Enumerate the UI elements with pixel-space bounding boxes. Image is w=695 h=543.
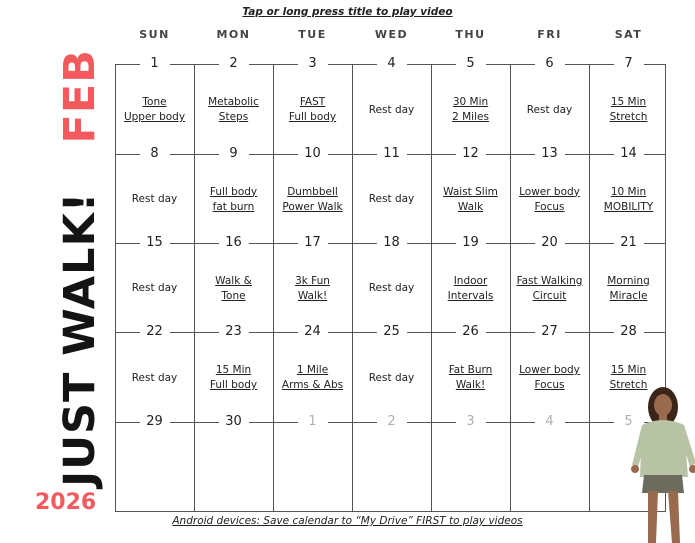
- workout-video-link[interactable]: 3k Fun Walk!: [295, 274, 330, 302]
- workout-video-link[interactable]: Waist Slim Walk: [443, 185, 498, 213]
- weekday-label-fri: FRI: [537, 28, 562, 41]
- workout-video-link[interactable]: Indoor Intervals: [447, 274, 494, 302]
- day-number: 5: [456, 57, 486, 71]
- day-number: 27: [535, 325, 565, 339]
- rest-day-label: Rest day: [368, 193, 415, 205]
- day-number: 26: [456, 325, 486, 339]
- weekday-label-thu: THU: [455, 28, 486, 41]
- day-number: 5: [614, 415, 644, 429]
- workout-video-link[interactable]: Lower body Focus: [519, 185, 580, 213]
- workout-video-link[interactable]: 30 Min 2 Miles: [452, 96, 489, 123]
- day-number: 6: [535, 57, 565, 71]
- title-just-walk: JUST WALK!: [55, 191, 105, 487]
- day-number: 17: [298, 236, 328, 250]
- day-number: 13: [535, 147, 565, 161]
- workout-video-link[interactable]: 1 Mile Arms & Abs: [281, 364, 344, 391]
- day-number: 30: [219, 415, 249, 429]
- weekday-label-sat: SAT: [614, 28, 643, 41]
- day-number: 1: [140, 57, 170, 71]
- rest-day-label: Rest day: [131, 282, 178, 294]
- day-number: 20: [535, 236, 565, 250]
- workout-video-link[interactable]: 10 Min MOBILITY: [603, 185, 654, 213]
- day-number: 1: [298, 415, 328, 429]
- workout-video-link[interactable]: 15 Min Stretch: [609, 96, 648, 123]
- workout-video-link[interactable]: FAST Full body: [288, 96, 337, 123]
- weekday-label-mon: MON: [216, 28, 251, 41]
- weekday-label-wed: WED: [374, 28, 409, 41]
- day-number: 3: [298, 57, 328, 71]
- workout-video-link[interactable]: 15 Min Stretch: [609, 364, 648, 391]
- title-month: FEB: [55, 49, 105, 144]
- bottom-instruction-note: Android devices: Save calendar to “My Drive” FIRST to play videos: [172, 515, 523, 527]
- workout-video-link[interactable]: Metabolic Steps: [208, 96, 259, 123]
- top-instruction-note: Tap or long press title to play video: [242, 6, 453, 18]
- day-number: 7: [614, 57, 644, 71]
- day-number: 21: [614, 236, 644, 250]
- day-number: 12: [456, 147, 486, 161]
- year-label: 2026: [35, 490, 97, 515]
- weekday-label-tue: TUE: [298, 28, 327, 41]
- workout-video-link[interactable]: Fast Walking Circuit: [516, 274, 583, 302]
- workout-video-link[interactable]: Walk & Tone: [215, 274, 252, 302]
- day-number: 10: [298, 147, 328, 161]
- day-number: 16: [219, 236, 249, 250]
- day-number: 9: [219, 147, 249, 161]
- day-number: 19: [456, 236, 486, 250]
- day-number: 11: [377, 147, 407, 161]
- rest-day-label: Rest day: [368, 103, 415, 116]
- day-number: 22: [140, 325, 170, 339]
- weekday-label-sun: SUN: [139, 28, 170, 41]
- workout-video-link[interactable]: Dumbbell Power Walk: [282, 185, 343, 213]
- day-number: 2: [219, 57, 249, 71]
- workout-video-link[interactable]: Morning Miracle: [607, 274, 650, 302]
- day-number: 4: [535, 415, 565, 429]
- day-number: 3: [456, 415, 486, 429]
- workout-video-link[interactable]: Tone Upper body: [123, 96, 186, 123]
- day-number: 2: [377, 415, 407, 429]
- day-number: 28: [614, 325, 644, 339]
- day-number: 24: [298, 325, 328, 339]
- rest-day-label: Rest day: [526, 103, 573, 116]
- day-number: 8: [140, 147, 170, 161]
- day-number: 29: [140, 415, 170, 429]
- day-number: 23: [219, 325, 249, 339]
- day-number: 25: [377, 325, 407, 339]
- rest-day-label: Rest day: [131, 193, 178, 205]
- rest-day-label: Rest day: [368, 371, 415, 384]
- workout-video-link[interactable]: Full body fat burn: [209, 185, 258, 213]
- workout-video-link[interactable]: Lower body Focus: [519, 364, 580, 391]
- rest-day-label: Rest day: [131, 371, 178, 384]
- day-number: 14: [614, 147, 644, 161]
- rest-day-label: Rest day: [368, 282, 415, 294]
- calendar-title: [55, 49, 105, 487]
- workout-video-link[interactable]: Fat Burn Walk!: [448, 364, 493, 391]
- day-number: 18: [377, 236, 407, 250]
- day-number: 4: [377, 57, 407, 71]
- workout-video-link[interactable]: 15 Min Full body: [209, 364, 258, 391]
- day-number: 15: [140, 236, 170, 250]
